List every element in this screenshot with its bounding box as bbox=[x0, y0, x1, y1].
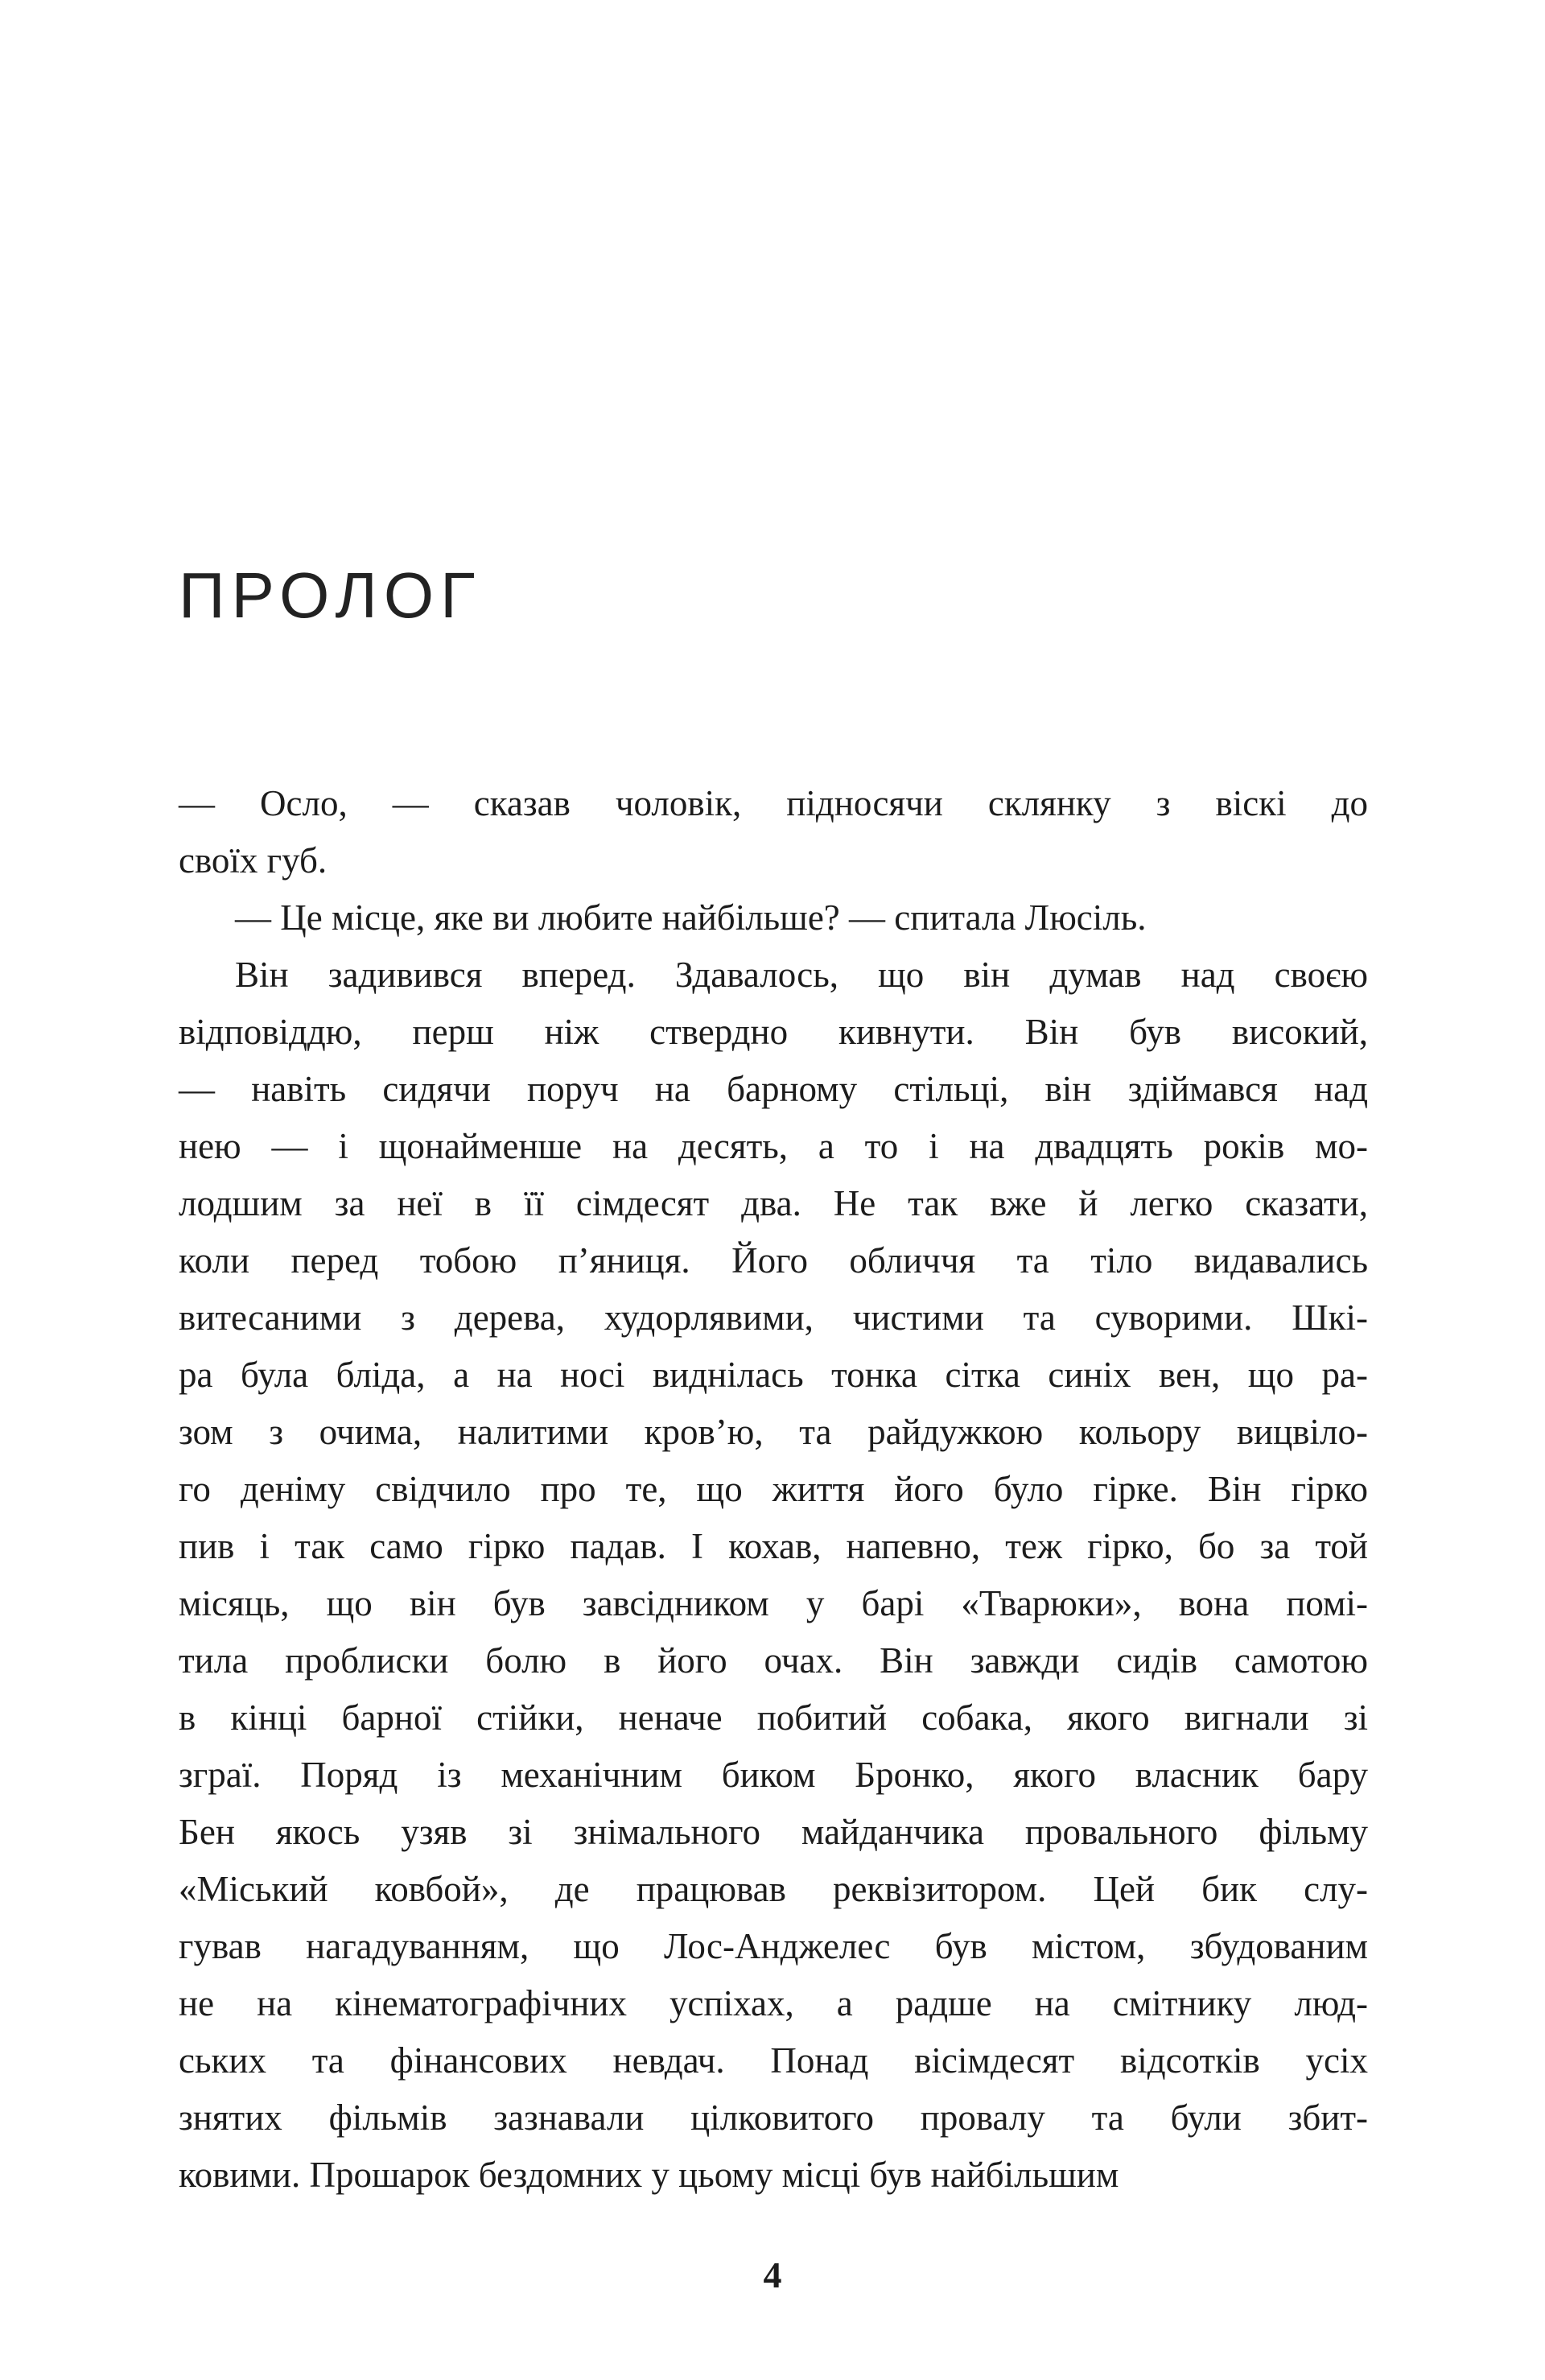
text-line: нею — і щонайменше на десять, а то і на двадцять років мо- bbox=[179, 1126, 1368, 1166]
text-line: гував нагадуванням, що Лос-Анджелес був містом, збудованим bbox=[179, 1926, 1368, 1966]
text-line: зом з очима, налитими кров’ю, та райдужкою кольору вицвіло- bbox=[179, 1412, 1368, 1452]
text-line: ковими. Прошарок бездомних у цьому місці був найбільшим bbox=[179, 2155, 1119, 2195]
text-line: «Міський ковбой», де працював реквізитором. Цей бик слу- bbox=[179, 1869, 1368, 1909]
text-line: в кінці барної стійки, неначе побитий собака, якого вигнали зі bbox=[179, 1697, 1368, 1738]
text-line: своїх губ. bbox=[179, 840, 328, 881]
text-line: ра була бліда, а на носі виднілась тонка сітка синіх вен, що ра- bbox=[179, 1355, 1368, 1395]
text-line: пив і так само гірко падав. І кохав, напевно, теж гірко, бо за той bbox=[179, 1526, 1368, 1566]
paragraph bbox=[179, 889, 1368, 947]
text-line: місяць, що він був завсідником у барі «Тварюки», вона помі- bbox=[179, 1583, 1368, 1623]
text-line: го деніму свідчило про те, що життя його було гірке. Він гірко bbox=[179, 1469, 1368, 1509]
text-line: — Це місце, яке ви любите найбільше? — спитала Люсіль. bbox=[235, 897, 1147, 938]
text-line: витесаними з дерева, худорлявими, чистими та суворими. Шкі- bbox=[179, 1297, 1368, 1338]
text-line: лодшим за неї в її сімдесят два. Не так вже й легко сказати, bbox=[179, 1183, 1368, 1223]
text-line: ських та фінансових невдач. Понад вісімдесят відсотків усіх bbox=[179, 2040, 1368, 2081]
page-number: 4 bbox=[763, 2254, 782, 2295]
text-line: Він задивився вперед. Здавалось, що він думав над своєю bbox=[235, 955, 1368, 995]
text-line: — навіть сидячи поруч на барному стільці, він здіймався над bbox=[179, 1069, 1368, 1109]
chapter-heading: ПРОЛОГ bbox=[179, 559, 482, 631]
paragraph bbox=[179, 775, 1368, 889]
text-line: Бен якось узяв зі знімального майданчика провального фільму bbox=[179, 1812, 1368, 1852]
text-line: не на кінематографічних успіхах, а радше на смітнику люд- bbox=[179, 1983, 1368, 2023]
body-text bbox=[179, 775, 1368, 2204]
text-line: — Осло, — сказав чоловік, підносячи склянку з віскі до bbox=[179, 783, 1368, 823]
text-line: відповіддю, перш ніж ствердно кивнути. Він був високий, bbox=[179, 1012, 1368, 1052]
text-line: знятих фільмів зазнавали цілковитого провалу та були збит- bbox=[179, 2097, 1368, 2138]
paragraph bbox=[179, 947, 1368, 2204]
text-line: коли перед тобою п’яниця. Його обличчя та тіло видавались bbox=[179, 1240, 1368, 1281]
text-line: зграї. Поряд із механічним биком Бронко, якого власник бару bbox=[179, 1755, 1368, 1795]
text-line: тила проблиски болю в його очах. Він завжди сидів самотою bbox=[179, 1640, 1368, 1681]
